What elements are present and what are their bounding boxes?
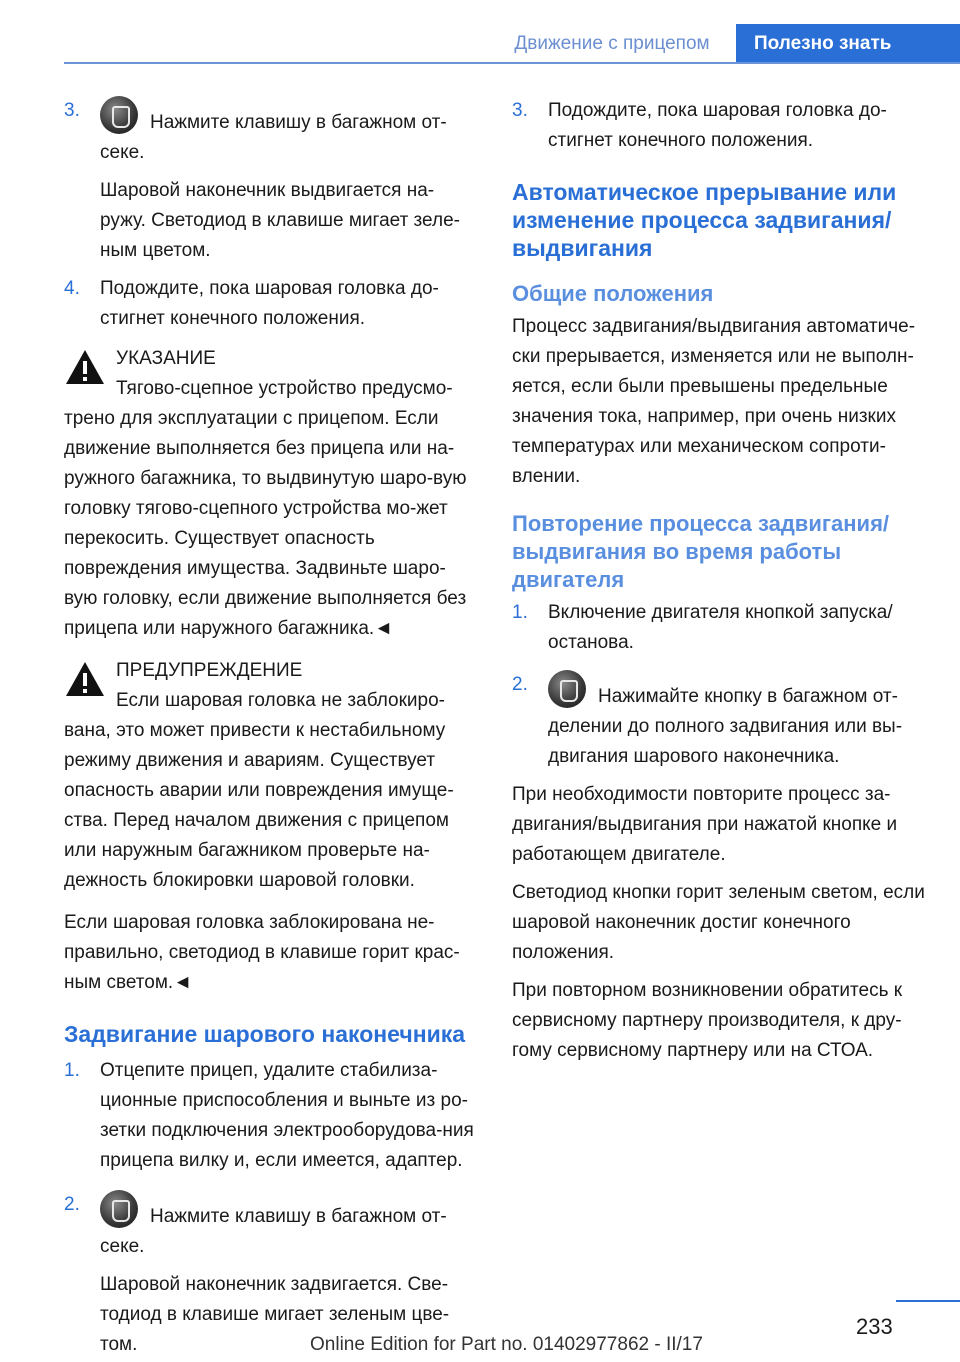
step-text: Нажмите клавишу в багажном от-секе. [100, 112, 447, 163]
step-3-retract [512, 96, 926, 156]
edition-note: Online Edition for Part no. 01402977862 - II/17 [310, 1334, 703, 1355]
step-text: Подождите, пока шаровая головка до-стигнет конечного положения. [548, 100, 887, 151]
step-text: Нажмите клавишу в багажном от-секе. [100, 1206, 447, 1257]
chapter-tab: Полезно знать [736, 24, 960, 64]
section-heading: Задвигание шарового наконечника [64, 1021, 466, 1047]
subsection-heading: Общие положения [512, 281, 714, 306]
step-number: 1. [512, 602, 528, 623]
step-number: 3. [64, 100, 80, 121]
step-number: 4. [64, 278, 80, 299]
step-number: 1. [64, 1060, 80, 1081]
step-number: 2. [64, 1194, 80, 1215]
subsection-heading: Повторение процесса задвигания/ выдвигания во время работы двигателя [512, 511, 890, 592]
step-text: Подождите, пока шаровая головка до-стигнет конечного положения. [100, 278, 439, 329]
page-number-rule [896, 1300, 960, 1302]
warning-triangle-icon [64, 660, 106, 698]
right-column [512, 96, 926, 1074]
warning-title: ПРЕДУПРЕЖДЕНИЕ [116, 660, 303, 681]
step-text: Нажимайте кнопку в багажном от-делении до полного задвигания или вы-двигания шарового наконечника. [548, 686, 903, 767]
paragraph: Если шаровая головка заблокирована не-правильно, светодиод в клавише горит крас-ным светом.◄ [64, 912, 460, 993]
section-title: Движение с прицепом [514, 33, 710, 54]
header-rule [64, 62, 960, 64]
step-text: Включение двигателя кнопкой запуска/ останова. [548, 602, 893, 653]
towbar-button-icon [100, 1190, 138, 1228]
towbar-button-icon [548, 670, 586, 708]
notice-title: УКАЗАНИЕ [116, 348, 216, 369]
paragraph: При повторном возникновении обратитесь к сервисному партнеру производителя, к дру-гому сервисному партнеру или на СТОА. [512, 980, 903, 1061]
towbar-button-icon [100, 96, 138, 134]
warning-box [64, 656, 476, 896]
left-column [64, 96, 476, 1362]
step-2-engine [512, 670, 926, 772]
step-4-extend [64, 274, 476, 334]
step-text: Отцепите прицеп, удалите стабилиза-ционные приспособления и выньте из ро-зетки подключения электрооборудова-ния прицепа вилку и, если имеется, адаптер. [100, 1060, 474, 1171]
notice-body: Тягово-сцепное устройство предусмо-трено для эксплуатации с прицепом. Если движение выполняется без прицепа или на-ружного багажника, то выдвинутую шаро-вую головку тягово-сцепного устройства мо-жет перекосить. Существует опасность повреждения имущества. Задвиньте шаро-вую головку, если движение выполняется без прицепа или наружного багажника.◄ [64, 378, 467, 639]
step-subtext: Шаровой наконечник задвигается. Све-тодиод в клавише мигает зеленым цве-том. [100, 1274, 450, 1355]
step-3-extend [64, 96, 476, 266]
paragraph: Процесс задвигания/выдвигания автоматиче-ски прерывается, изменяется или не выполн-яется, если были превышены предельные значения тока, например, при очень низких температурах или механическом сопроти-влении. [512, 316, 916, 487]
paragraph: При необходимости повторите процесс за-двигания/выдвигания при нажатой кнопке и работающем двигателе. [512, 784, 898, 865]
step-1-engine [512, 598, 926, 658]
paragraph: Светодиод кнопки горит зеленым светом, если шаровой наконечник достиг конечного положения. [512, 882, 925, 963]
warning-triangle-icon [64, 348, 106, 386]
notice-box [64, 344, 476, 644]
warning-body: Если шаровая головка не заблокиро-вана, это может привести к нестабильному режиму движения и авариям. Существует опасность аварии или повреждения имуще-ства. Перед началом движения с прицепом или наружным багажником проверьте на-дежность блокировки шаровой головки. [64, 690, 454, 891]
page-number: 233 [856, 1314, 893, 1339]
step-subtext: Шаровой наконечник выдвигается на-ружу. Светодиод в клавише мигает зеле-ным цветом. [100, 180, 460, 261]
step-number: 2. [512, 674, 528, 695]
section-heading: Автоматическое прерывание или изменение процесса задвигания/ выдвигания [512, 179, 897, 261]
step-1-retract [64, 1056, 476, 1176]
step-number: 3. [512, 100, 528, 121]
